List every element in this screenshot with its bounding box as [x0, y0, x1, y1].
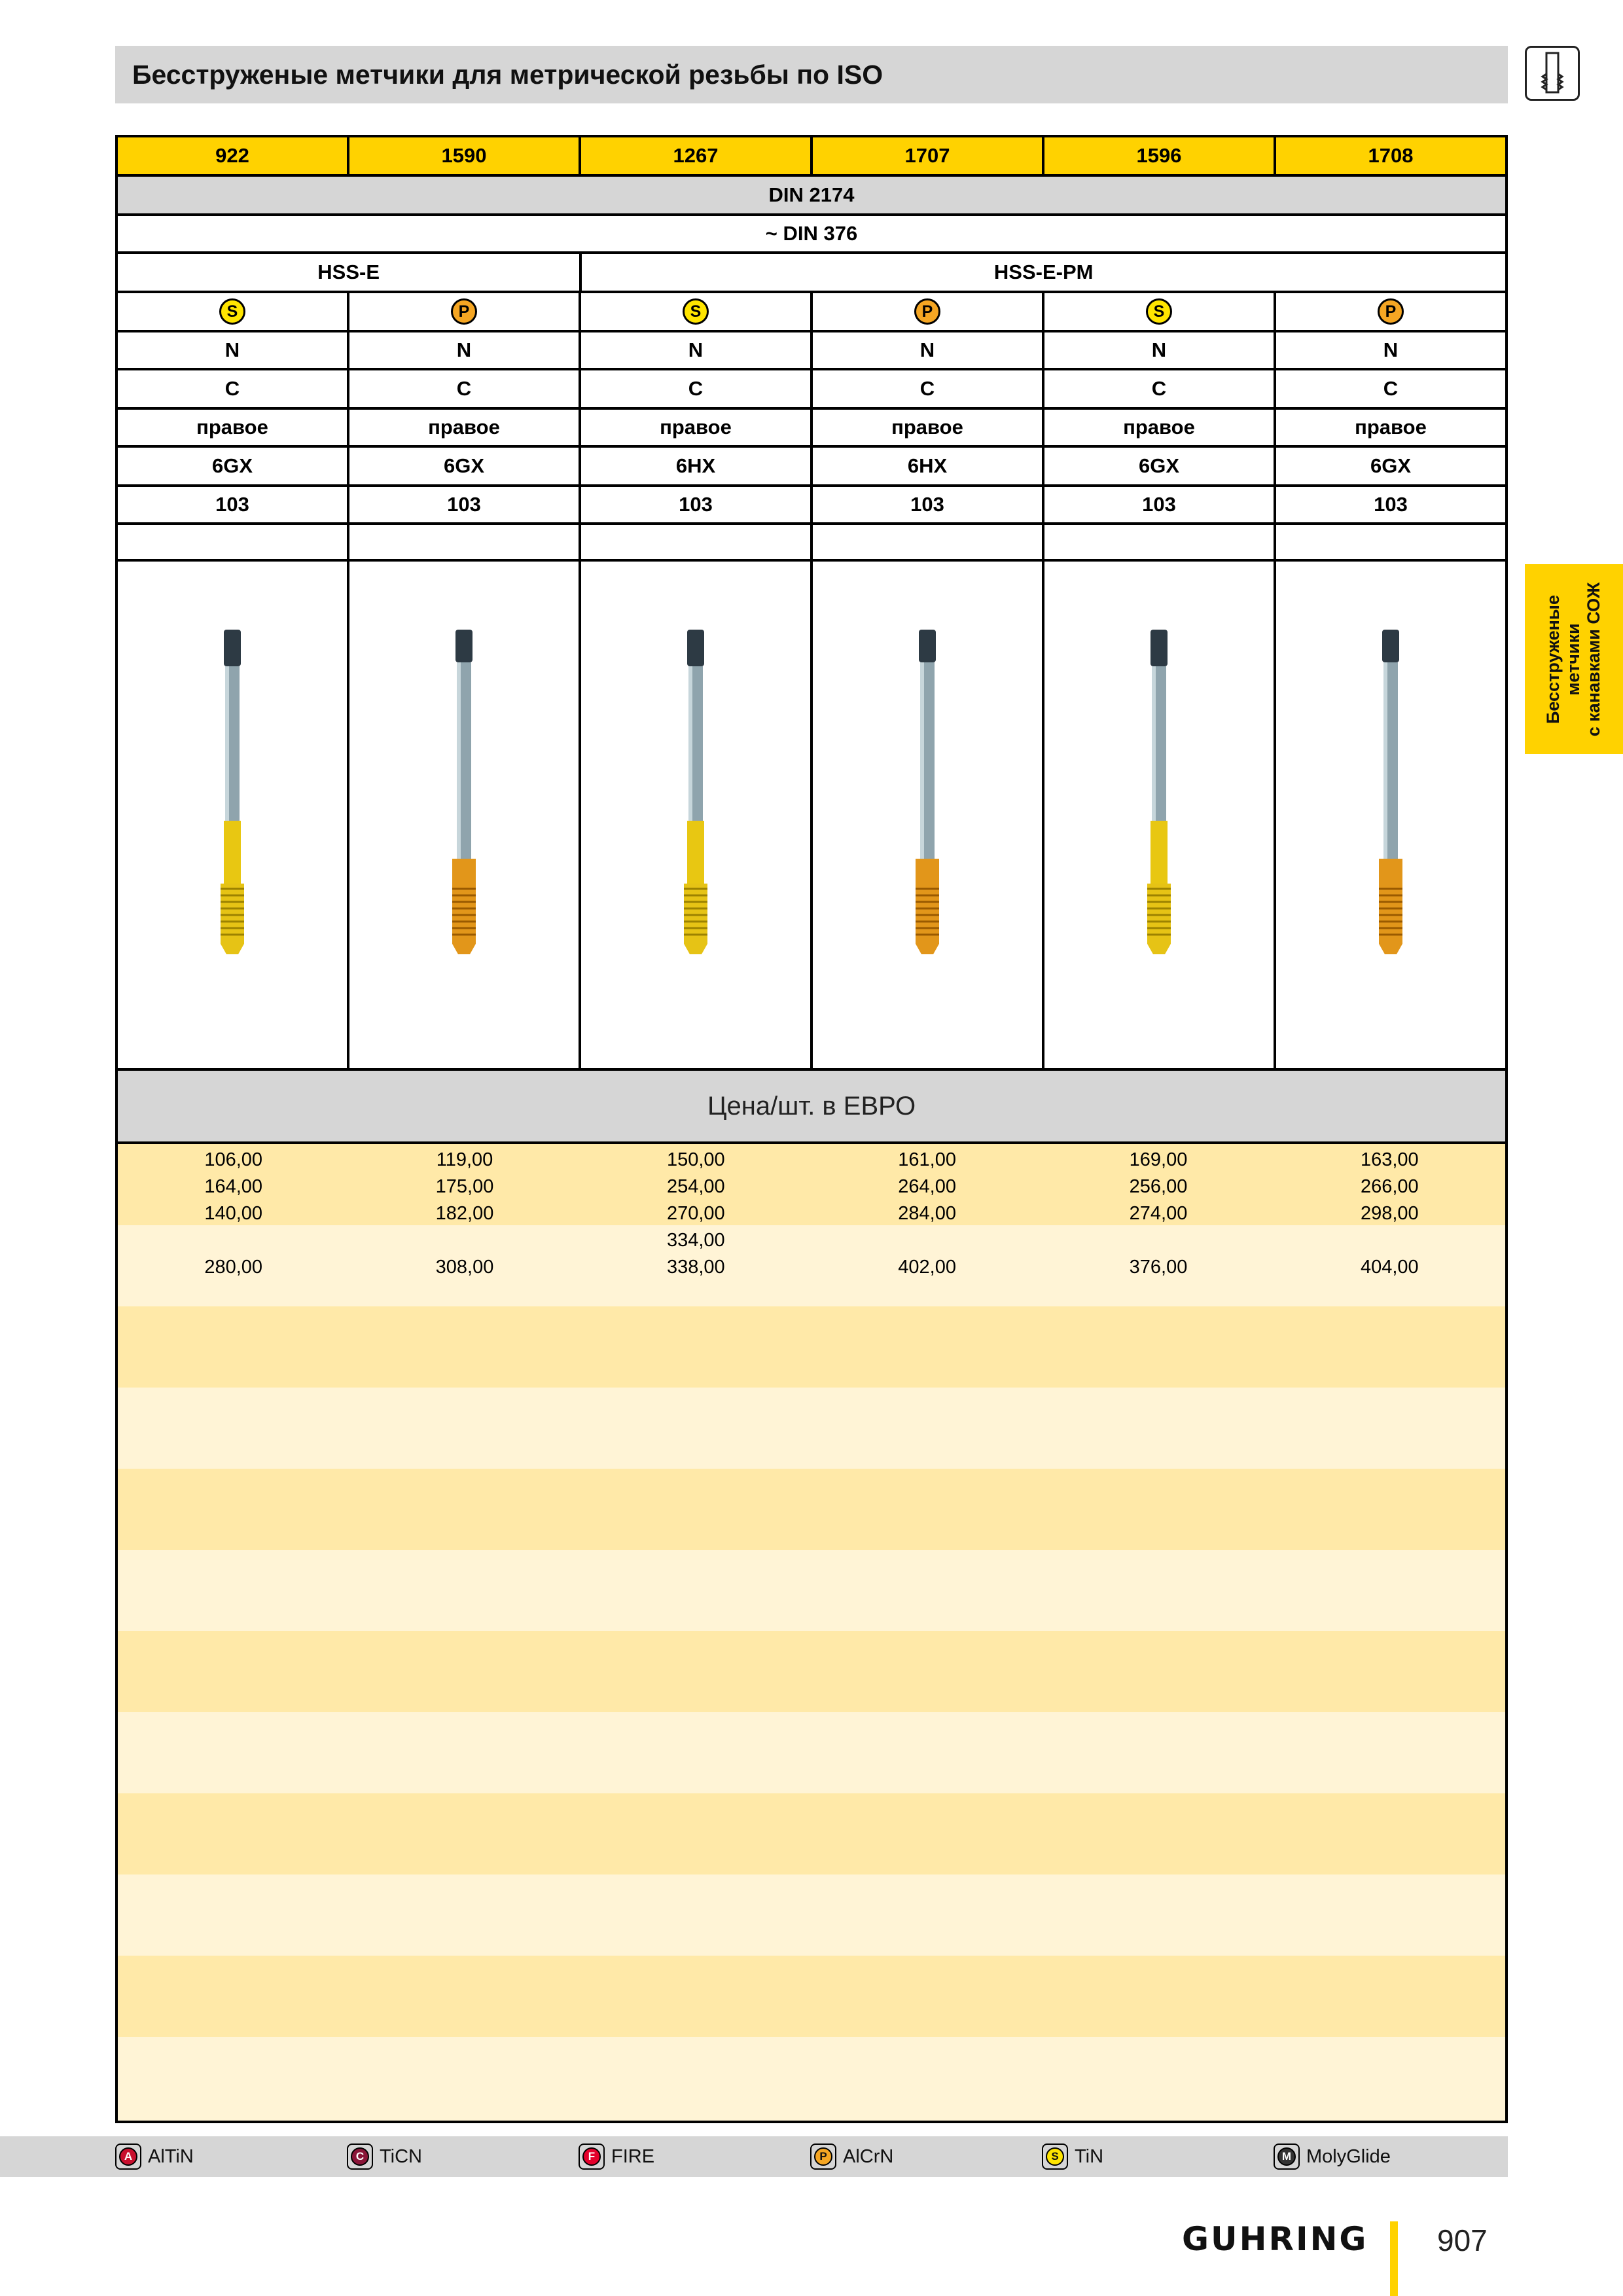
- alcrn-coating-icon: P: [914, 298, 940, 325]
- tolerance-cell: 6GX: [118, 448, 349, 484]
- product-table: [115, 135, 1508, 2123]
- tin-coating-icon: S: [683, 298, 709, 325]
- empty-cell: [581, 525, 813, 559]
- n-cell: N: [581, 332, 813, 368]
- guhring-logo: GUHRING: [1182, 2220, 1368, 2258]
- price-value: 161,00: [898, 1149, 956, 1170]
- article-number: 1590: [349, 137, 581, 174]
- price-column: [349, 1147, 580, 1281]
- legend-label: FIRE: [611, 2145, 655, 2167]
- direction-cell: правое: [349, 410, 581, 445]
- price-value: 402,00: [898, 1257, 956, 1278]
- material-hss-e: HSS-E: [118, 254, 582, 291]
- title-bar: [115, 46, 1508, 103]
- price-value: 284,00: [898, 1203, 956, 1224]
- coating-cell: [581, 293, 813, 330]
- legend-label: TiN: [1075, 2145, 1104, 2167]
- empty-cell: [349, 525, 581, 559]
- c-cell: C: [349, 370, 581, 407]
- tin-coating-icon: S: [219, 298, 245, 325]
- stripe: [118, 1874, 1505, 1956]
- stripe: [118, 1793, 1505, 1874]
- stripe: [118, 2037, 1505, 2121]
- coating-cell: [813, 293, 1044, 330]
- legend-label: AlCrN: [843, 2145, 894, 2167]
- fire-icon: F: [579, 2144, 605, 2170]
- stripe: [118, 1469, 1505, 1550]
- alcrn-coating-icon: P: [451, 298, 477, 325]
- standard2-row: [118, 216, 1505, 254]
- tolerance-cell: 6GX: [1370, 454, 1412, 477]
- page-title: Бесструженые метчики для метрической резьбы по ISO: [132, 59, 883, 90]
- direction-cell: правое: [813, 410, 1044, 445]
- tap-tin-image: [673, 562, 719, 1071]
- price-value: 298,00: [1360, 1203, 1419, 1224]
- price-column: [580, 1147, 812, 1281]
- legend-label: AlTiN: [148, 2145, 194, 2167]
- price-value: 169,00: [1129, 1149, 1188, 1170]
- standard2: ~ DIN 376: [765, 222, 858, 245]
- c-cell: C: [813, 370, 1044, 407]
- c-cell: C: [118, 370, 349, 407]
- price-value: 308,00: [435, 1257, 494, 1278]
- price-value: 182,00: [435, 1203, 494, 1224]
- n-cell: N: [1383, 338, 1399, 361]
- direction-row: [118, 410, 1505, 448]
- code-row: [118, 487, 1505, 525]
- coating-cell: [1276, 293, 1505, 330]
- tap-alcrn-image: [441, 562, 487, 1071]
- tool-image-cell: [349, 562, 581, 1068]
- article-number-row: [118, 137, 1505, 177]
- tap-alcrn-image: [1368, 562, 1414, 1071]
- alcrn-coating-icon: P: [1378, 298, 1404, 325]
- page-number: 907: [1437, 2223, 1488, 2257]
- stripe: [118, 1306, 1505, 1388]
- coating-legend: [0, 2136, 1508, 2177]
- legend-label: MolyGlide: [1306, 2145, 1391, 2167]
- tap-alcrn-image: [904, 562, 950, 1071]
- tin-coating-icon: S: [1146, 298, 1172, 325]
- price-value: 334,00: [666, 1230, 725, 1251]
- empty-cell: [118, 525, 349, 559]
- empty-cell: [813, 525, 1044, 559]
- direction-cell: правое: [1355, 416, 1427, 439]
- n-cell: N: [118, 332, 349, 368]
- n-cell: N: [813, 332, 1044, 368]
- tolerance-cell: 6HX: [581, 448, 813, 484]
- tool-image-row: [118, 562, 1505, 1071]
- molyglide-icon: M: [1274, 2144, 1300, 2170]
- tap-tin-image: [1136, 562, 1182, 1071]
- price-value: 274,00: [1129, 1203, 1188, 1224]
- price-column: [812, 1147, 1043, 1281]
- tool-image-cell: [118, 562, 349, 1068]
- side-tab-line: с канавками СОЖ: [1584, 582, 1604, 736]
- empty-row: [118, 525, 1505, 562]
- code-cell: 103: [118, 487, 349, 522]
- standard-row: [118, 177, 1505, 216]
- coating-cell: [118, 293, 349, 330]
- c-row: [118, 370, 1505, 410]
- coating-row: [118, 293, 1505, 332]
- stripe: [118, 1956, 1505, 2037]
- code-cell: 103: [1044, 487, 1276, 522]
- price-value: 266,00: [1360, 1176, 1419, 1197]
- code-cell: 103: [581, 487, 813, 522]
- material-hss-e-pm: HSS-E-PM: [993, 260, 1094, 283]
- price-value: 106,00: [204, 1149, 263, 1170]
- footer-divider: [1390, 2221, 1398, 2296]
- tolerance-cell: 6HX: [813, 448, 1044, 484]
- tap-tool-icon: [1525, 46, 1580, 101]
- legend-item-ticn: [347, 2136, 422, 2177]
- code-cell: 103: [1374, 493, 1408, 516]
- direction-cell: правое: [581, 410, 813, 445]
- article-number: 1596: [1044, 137, 1276, 174]
- tool-image-cell: [1044, 562, 1276, 1068]
- price-value: 376,00: [1129, 1257, 1188, 1278]
- tool-image-cell: [1276, 562, 1505, 1068]
- legend-item-alcrn: [810, 2136, 893, 2177]
- material-row: [118, 254, 1505, 293]
- price-value: 163,00: [1360, 1149, 1419, 1170]
- altin-icon: A: [115, 2144, 141, 2170]
- side-tab-line: метчики: [1563, 622, 1584, 696]
- price-column: [1043, 1147, 1274, 1281]
- tap-tin-image: [209, 562, 255, 1071]
- standard: DIN 2174: [768, 183, 855, 206]
- price-value: 150,00: [666, 1149, 725, 1170]
- tolerance-cell: 6GX: [349, 448, 581, 484]
- legend-label: TiCN: [380, 2145, 422, 2167]
- side-tab-line: Бесструженые: [1543, 594, 1563, 724]
- stripe: [118, 1712, 1505, 1793]
- code-cell: 103: [349, 487, 581, 522]
- price-value: 175,00: [435, 1176, 494, 1197]
- article-number: 1708: [1368, 144, 1414, 167]
- tolerance-cell: 6GX: [1044, 448, 1276, 484]
- price-value: 119,00: [436, 1149, 493, 1170]
- c-cell: C: [581, 370, 813, 407]
- price-value: 270,00: [666, 1203, 725, 1224]
- price-column: [118, 1147, 349, 1281]
- section-side-tab: [1525, 564, 1623, 754]
- empty-cell: [1044, 525, 1276, 559]
- legend-item-altin: [115, 2136, 194, 2177]
- price-value: 264,00: [898, 1176, 956, 1197]
- tool-image-cell: [581, 562, 813, 1068]
- price-value: 254,00: [666, 1176, 725, 1197]
- price-header: Цена/шт. в ЕВРО: [118, 1071, 1505, 1144]
- stripe: [118, 1388, 1505, 1469]
- alcrn-icon: P: [810, 2144, 836, 2170]
- legend-item-tin: [1042, 2136, 1103, 2177]
- stripe: [118, 1550, 1505, 1631]
- price-stripes: [118, 1144, 1505, 2121]
- legend-item-molyglide: [1274, 2136, 1391, 2177]
- tool-image-cell: [813, 562, 1044, 1068]
- coating-cell: [349, 293, 581, 330]
- article-number: 1707: [813, 137, 1044, 174]
- ticn-icon: C: [347, 2144, 373, 2170]
- direction-cell: правое: [1044, 410, 1276, 445]
- code-cell: 103: [813, 487, 1044, 522]
- c-cell: C: [1044, 370, 1276, 407]
- article-number: 922: [118, 137, 349, 174]
- n-row: [118, 332, 1505, 370]
- n-cell: N: [1044, 332, 1276, 368]
- stripe: [118, 1631, 1505, 1712]
- c-cell: C: [1383, 377, 1399, 400]
- article-number: 1267: [581, 137, 813, 174]
- price-value: 338,00: [666, 1257, 725, 1278]
- price-value: 404,00: [1360, 1257, 1419, 1278]
- n-cell: N: [349, 332, 581, 368]
- tolerance-row: [118, 448, 1505, 487]
- price-column: [1274, 1147, 1505, 1281]
- price-columns: [118, 1147, 1505, 1281]
- direction-cell: правое: [118, 410, 349, 445]
- empty-cell: [1276, 525, 1505, 559]
- price-value: 256,00: [1129, 1176, 1188, 1197]
- coating-cell: [1044, 293, 1276, 330]
- legend-item-fire: [579, 2136, 654, 2177]
- price-value: 140,00: [204, 1203, 263, 1224]
- price-value: 164,00: [204, 1176, 263, 1197]
- price-value: 280,00: [204, 1257, 263, 1278]
- tin-icon: S: [1042, 2144, 1068, 2170]
